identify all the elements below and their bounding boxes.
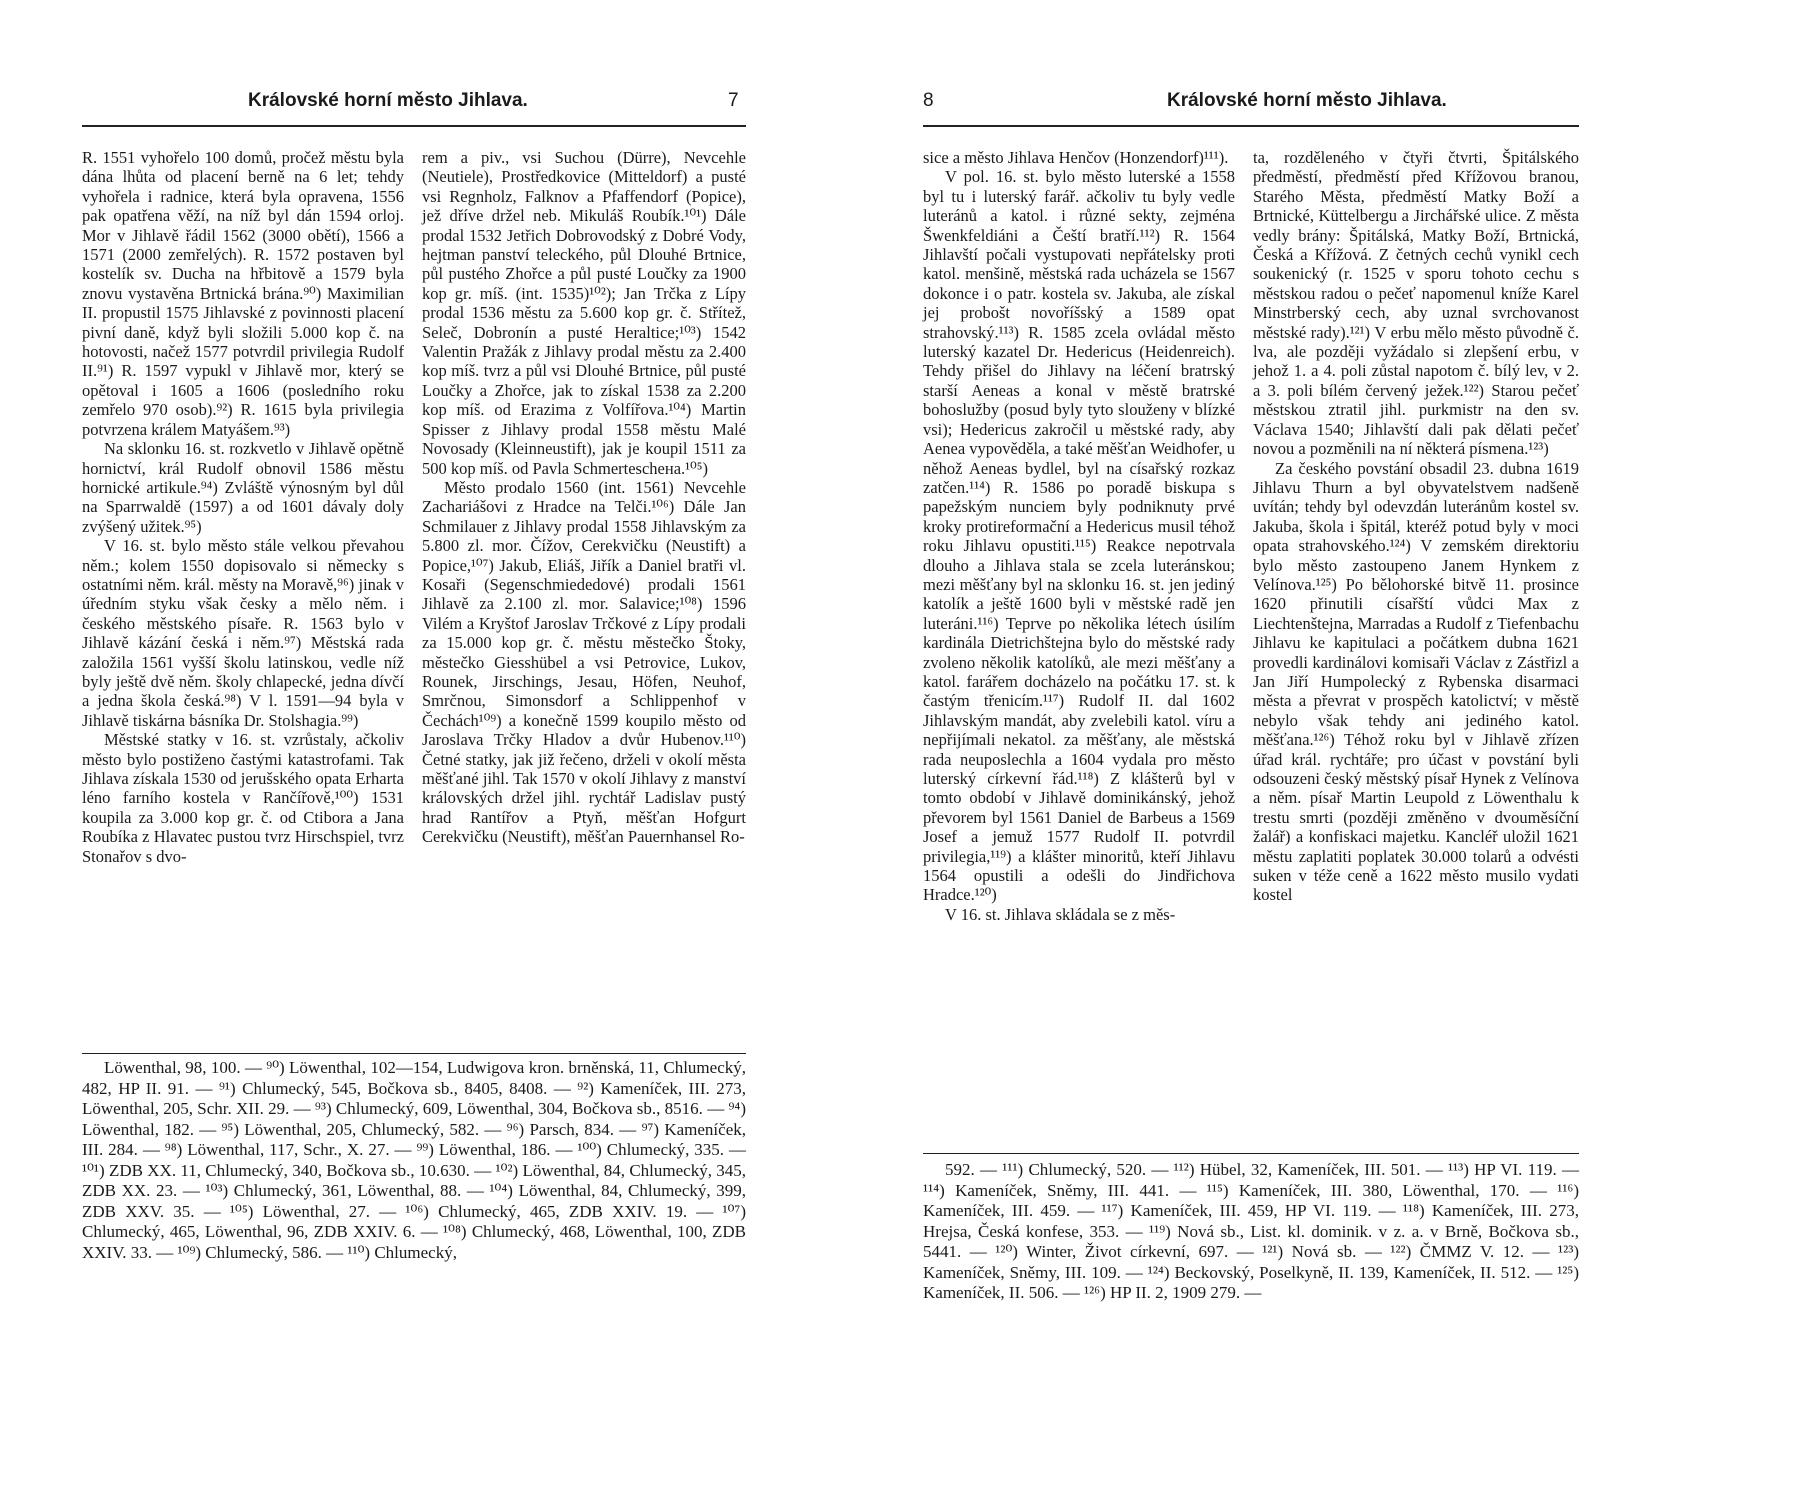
right-page [905,0,1810,1500]
left-column-2 [422,148,746,847]
paragraph: V pol. 16. st. bylo město luterské a 1558 byl tu i luterský farář. ačkoliv tu byly vedle luteránů a katol. i různé sekty, zejména Šwenkfeldiáni a Čeští bratří.¹¹²) R. 1564 Jihlavští počali vystupovati nepřátelsky proti katol. menšině, městská rada ucházela se 1567 dokonce i o patr. kostela sv. Jakuba, ale získal jej probošt novoříšský a 1589 opat strahovský.¹¹³) R. 1585 zcela ovládal město luterský kazatel Dr. Hedericus (Heidenreich). Tehdy přišel do Jihlavy na léčení bratrský starší Aeneas a konal v městě bratrské bohoslužby (posud byly tyto slouženy v blízké vsi); Hedericus zakročil u městské rady, aby Aenea vypověděla, a také měšťan Weidhofer, u něhož Aeneas bydlel, byl na císařský rozkaz zatčen.¹¹⁴) R. 1586 po poradě biskupa s papežským nunciem byly podniknuty prvé kroky protireformační a Hedericus musil téhož roku Jihlavu opustiti.¹¹⁵) Reakce nepotrvala dlouho a Jihlava stala se zcela luteránskou; mezi měšťany byl na sklonku 16. st. jen jediný katolík a ještě 1600 byli v městské radě jen luteráni.¹¹⁶) Teprve po několika létech úsilím kardinála Dietrichštejna bylo do městské rady zvoleno několik katolíků, ale mezi měšťany a katol. farářem docházelo na počátku 17. st. k častým třenicím.¹¹⁷) Rudolf II. dal 1602 Jihlavským mandát, aby zvelebili katol. víru a nepřijímali nekatol. za měšťany, ale městská rada neuposlechla a 1604 vydala pro město luterský církevní řád.¹¹⁸) Z klášterů byl v tomto období v Jihlavě dominikánský, jehož převorem byl 1561 Daniel de Barbeus a 1569 Josef a jemuž 1577 Rudolf II. potvrdil privilegia,¹¹⁹) a klášter minoritů, kteří Jihlavu 1564 opustili a odešli do Jindřichova Hradce.¹²⁰) [923,167,1235,905]
left-footnotes: Löwenthal, 98, 100. — ⁹⁰) Löwenthal, 102—154, Ludwigova kron. brněnská, 11, Chlumecký, 482, HP II. 91. — ⁹¹) Chlumecký, 545, Bočkova sb., 8405, 8408. — ⁹²) Kameníček, III. 273, Löwenthal, 205, Schr. XII. 29. — ⁹³) Chlumecký, 609, Löwenthal, 304, Bočkova sb., 8516. — ⁹⁴) Löwenthal, 182. — ⁹⁵) Löwenthal, 205, Chlumecký, 582. — ⁹⁶) Parsch, 834. — ⁹⁷) Kameníček, III. 284. — ⁹⁸) Löwenthal, 117, Schr., X. 27. — ⁹⁹) Löwenthal, 186. — ¹⁰⁰) Chlumecký, 335. — ¹⁰¹) ZDB XX. 11, Chlumecký, 340, Bočkova sb., 10.630. — ¹⁰²) Löwenthal, 84, Chlumecký, 345, ZDB XX. 23. — ¹⁰³) Chlumecký, 361, Löwenthal, 88. — ¹⁰⁴) Löwenthal, 84, Chlumecký, 399, ZDB XXV. 35. — ¹⁰⁵) Löwenthal, 27. — ¹⁰⁶) Chlumecký, 465, ZDB XXIV. 19. — ¹⁰⁷) Chlumecký, 465, Löwenthal, 96, ZDB XXIV. 6. — ¹⁰⁸) Chlumecký, 468, Löwenthal, 100, ZDB XXIV. 33. — ¹⁰⁹) Chlumecký, 586. — ¹¹⁰) Chlumecký, [82,1058,746,1262]
paragraph: Město prodalo 1560 (int. 1561) Nevcehle Zachariášovi z Hradce na Telči.¹⁰⁶) Dále Jan Schmilauer z Jihlavy prodal 1558 Jihlavským za 5.800 zl. mor. Čížov, Cerekvičku (Neustift) a Popice,¹⁰⁷) Jakub, Eliáš, Jiřík a Daniel bratři vl. Kosaři (Segenschmiededové) prodali 1561 Jihlavě za 2.100 zl. mor. Salavice;¹⁰⁸) 1596 Vilém a Kryštof Jaroslav Trčkové z Lípy prodali za 15.000 kop gr. č. městu městečko Štoky, městečko Giesshübel a vsi Petrovice, Lukov, Rounek, Jirschings, Jesau, Höfen, Neuhof, Smrčnou, Simonsdorf a Schlippenhof v Čechách¹⁰⁹) a konečně 1599 koupilo město od Jaroslava Trčky Hladov a dvůr Hubenov.¹¹⁰) Četné statky, jak již řečeno, drželi v okolí města měšťané jihl. Tak 1570 v okolí Jihlavy z manství královských držel jihl. rychtář Ladislav pustý hrad Rantířov a Ptyň, měšťan Hofgurt Cerekvičku (Neustift), měšťan Pauernhansel Ro- [422,477,746,847]
right-header-rule [923,125,1579,127]
left-header-rule [82,125,746,127]
right-column-2 [1253,148,1579,905]
right-footnote-rule [923,1153,1579,1154]
paragraph: sice a město Jihlava Henčov (Honzendorf)¹¹¹). [923,148,1229,167]
paragraph: Městské statky v 16. st. vzrůstaly, ačkoliv město bylo postiženo častými katastrofami. Tak Jihlava získala 1530 od jerušského opata Erharta léno farního kostela v Rančířově,¹⁰⁰) 1531 koupila za 3.000 kop gr. č. od Ctibora a Jana Roubíka z Hlavatec pustou tvrz Hirschspiel, tvrz Stonařov s dvo- [82,730,404,866]
paragraph: rem a piv., vsi Suchou (Dürre), Nevcehle (Neutiele), Prostředkovice (Mitteldorf) a pusté vsi Regnholz, Falknov a Pfaffendorf (Popice), jež dříve držel neb. Mikuláš Roubík.¹⁰¹) Dále prodal 1532 Jetřich Dobrovodský z Dobré Vody, hejtman panství teleckého, půl Dlouhé Brtnice, půl pustého Zhořce a půl pusté Loučky za 1900 kop gr. míš. (int. 1535)¹⁰²); Jan Trčka z Lípy prodal 1536 městu za 5.600 kop gr. č. Střítež, Seleč, Dobronín a pusté Heraltice;¹⁰³) 1542 Valentin Pražák z Jihlavy prodal městu za 2.400 kop míš. tvrz a půl vsi Dlouhé Brtnice, půl pusté Loučky a Zhořce, jak to získal 1538 za 2.200 kop míš. od Erazima z Volfířova.¹⁰⁴) Martin Spisser z Jihlavy prodal 1558 městu Malé Novosady (Kleinneustift), jak je koupil 1511 za 500 kop míš. od Pavla Schmertescheна.¹⁰⁵) [422,148,746,478]
left-running-header: Královské horní město Jihlava. [248,90,528,111]
paragraph: V 16. st. Jihlava skládala se z měs- [945,904,1176,924]
left-page-number: 7 [728,90,739,111]
right-page-number: 8 [923,90,934,111]
paragraph: R. 1551 vyhořelo 100 domů, pročež městu byla dána lhůta od placení berně na 6 let; tehdy vyhořela i radnice, která byla opravena, 1556 pak opatřena věží, na níž byl dán 1594 orloj. Mor v Jihlavě řádil 1562 (3000 obětí), 1566 a 1571 (2000 zemřelých). R. 1572 postaven byl kostelík sv. Ducha na hřbitově a 1579 byla znovu vystavěna Brtnická brána.⁹⁰) Maximilian II. propustil 1575 Jihlavské z povinnosti placení pivní daně, když byli složili 5.000 kop č. na hotovosti, načež 1577 potvrdil privilegia Rudolf II.⁹¹) R. 1597 vypukl v Jihlavě mor, který se opětoval i 1605 a 1606 (posledního roku zemřelo 970 osob).⁹²) R. 1615 byla privilegia potvrzena králem Matyášem.⁹³) [82,148,404,439]
right-column-1 [923,148,1235,924]
left-column-1 [82,148,404,866]
paragraph: Za českého povstání obsadil 23. dubna 1619 Jihlavu Thurn a byl obyvatelstvem nadšeně uvítán; tehdy byl odevzdán luteránům kostel sv. Jakuba, škola i špitál, kteréž potud byly v moci opata strahovského.¹²⁴) V zemském direktoriu bylo město zastoupeno Janem Hynkem z Velínova.¹²⁵) Po bělohorské bitvě 11. prosince 1620 přinutili císařští vůdci Max z Liechtenštejna, Marradas a Rudolf z Tiefenbachu Jihlavu ke kapitulaci a počátkem dubna 1621 provedli kardinálovi komisaři Václav z Zástřizl a Jan Jiří Humpolecký z Rybenska disarmaci města a převrat v prospěch katolictví; v městě nebylo však tehdy ani jediného katol. měšťana.¹²⁶) Téhož roku byl v Jihlavě zřízen úřad král. rychtáře; pro účast v povstání byli odsouzeni český městský písař Hynek z Velínova a něm. písař Martin Leupold z Löwenthalu k trestu smrti (později změněno v dvouměsíční žalář) a konfiskaci majetku. Kancléř uložil 1621 městu zaplatiti poplatek 30.000 tolarů a odvésti suken v téže ceně a 1622 město musilo vydati kostel [1253,458,1579,905]
paragraph: ta, rozděleného v čtyři čtvrti, Špitálského předměstí, předměstí před Křížovou branou, Starého Města, předměstí Matky Boží a Brtnické, Küttelbergu a Jirchářské ulice. Z města vedly brány: Špitálská, Matky Boží, Brtnická, Česká a Křížová. Z četných cechů vynikl cech soukenický (r. 1525 v sporu tohoto cechu s městskou radou o pečeť napomenul kníže Karel Minstrberský cech, aby uznal svrchovanost městské rady).¹²¹) V erbu mělo město původně č. lva, ale později vyžádalo si zlepšení erbu, v jehož 1. a 4. poli zůstal napotom č. bílý lev, v 2. a 3. poli bílém červený ježek.¹²²) Starou pečeť městskou ztratil jihl. purkmistr na den sv. Václava 1540; Jihlavští dali pak dělati pečeť novou a pozměnili na ní některá písmena.¹²³) [1253,148,1579,459]
left-footnote-rule [82,1053,746,1054]
right-running-header: Královské horní město Jihlava. [1167,90,1447,111]
paragraph: V 16. st. bylo město stále velkou převahou něm.; kolem 1550 dopisovalo si německy s ostatními něm. král. městy na Moravě,⁹⁶) jinak v úředním styku však česky a mělo něm. i českého městského písaře. R. 1563 bylo v Jihlavě kázání česká i něm.⁹⁷) Městská rada založila 1561 vyšší školu latinskou, vedle níž byly ještě dvě něm. školy chlapecké, jedna dívčí a jedna škola česká.⁹⁸) V l. 1591—94 byla v Jihlavě tiskárna básníka Dr. Stolshagia.⁹⁹) [82,536,404,730]
paragraph: Na sklonku 16. st. rozkvetlo v Jihlavě opětně hornictví, král Rudolf obnovil 1586 městu hornické artikule.⁹⁴) Zvláště výnosným byl důl na Sparrwaldě (1597) a od 1601 dávaly doly zvýšený užitek.⁹⁵) [82,439,404,536]
right-footnotes: 592. — ¹¹¹) Chlumecký, 520. — ¹¹²) Hübel, 32, Kameníček, III. 501. — ¹¹³) HP VI. 119. — ¹¹⁴) Kameníček, Sněmy, III. 441. — ¹¹⁵) Kameníček, III. 380, Löwenthal, 170. — ¹¹⁶) Kameníček, III. 459. — ¹¹⁷) Kameníček, III. 459, HP VI. 119. — ¹¹⁸) Kameníček, III. 273, Hrejsa, Česká konfese, 353. — ¹¹⁹) Nová sb., List. kl. dominik. v z. a. v Brně, Bočkova sb., 5441. — ¹²⁰) Winter, Život církevní, 697. — ¹²¹) Nová sb. — ¹²²) ČMMZ V. 12. — ¹²³) Kameníček, Sněmy, III. 109. — ¹²⁴) Beckovský, Poselkyně, II. 139, Kameníček, II. 512. — ¹²⁵) Kameníček, II. 506. — ¹²⁶) HP II. 2, 1909 279. — [923,1160,1579,1302]
